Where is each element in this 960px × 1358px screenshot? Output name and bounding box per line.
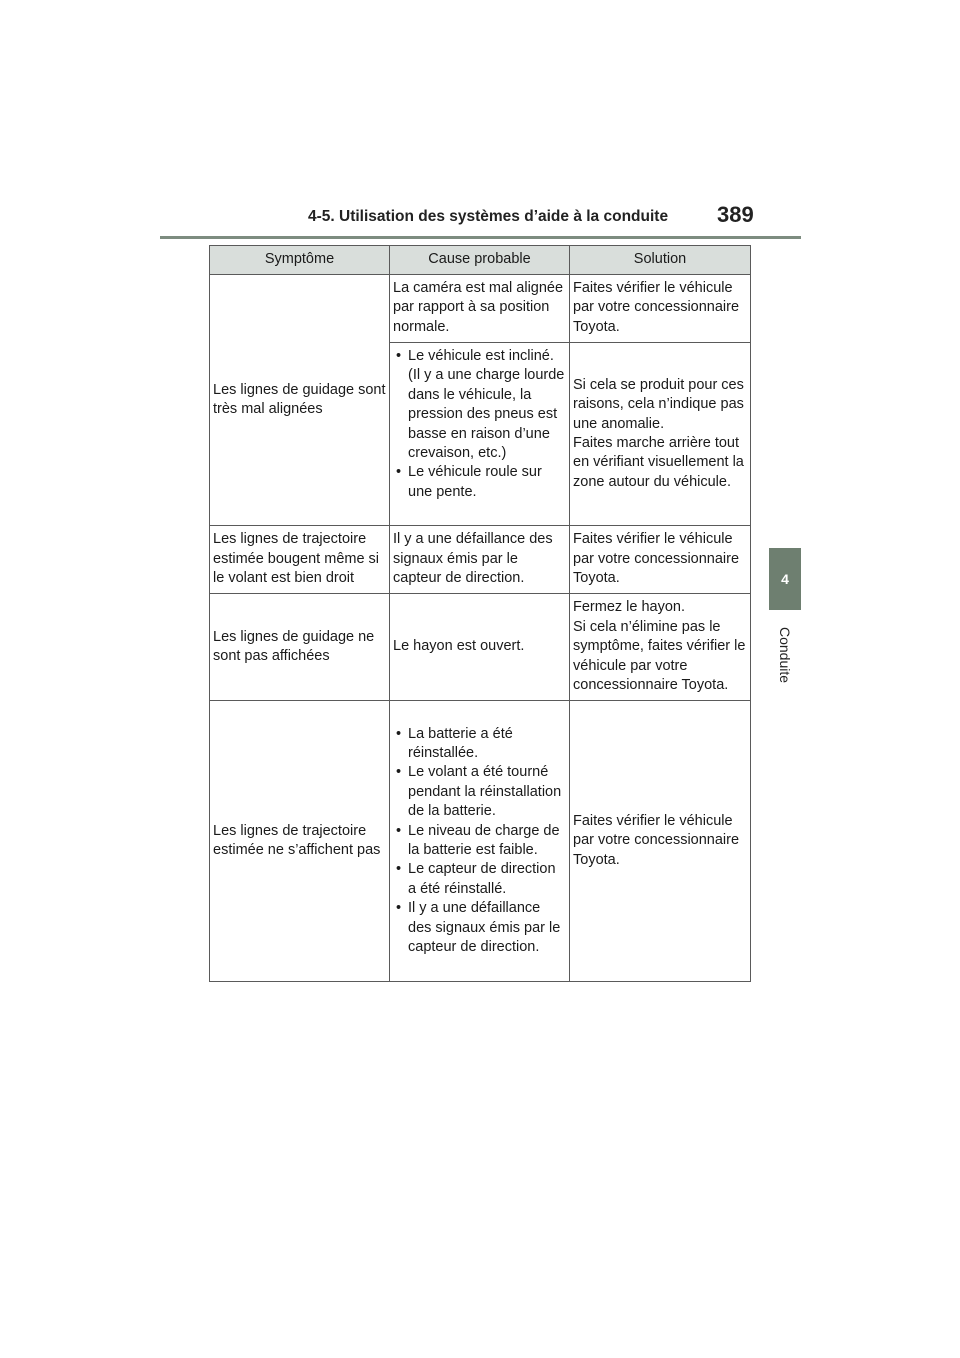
cause-cell: La caméra est mal alignée par rapport à sa position normale. xyxy=(390,275,570,343)
cause-list-item: • Le niveau de charge de la batterie est faible. xyxy=(393,822,566,861)
solution-text: Fermez le hayon. xyxy=(573,599,686,616)
chapter-label-container xyxy=(773,620,797,690)
section-title: 4-5. Utilisation des systèmes d’aide à la conduite xyxy=(308,208,669,225)
symptom-cell: Les lignes de guidage sont très mal alignées xyxy=(210,275,390,526)
column-header-cause: Cause probable xyxy=(390,246,570,275)
table-row xyxy=(210,526,751,594)
chapter-number: 4 xyxy=(781,571,789,587)
solution-text: Si cela n’élimine pas le symptôme, faites vérifier le véhicule par votre concessionnaire Toyota. xyxy=(573,618,746,694)
solution-cell xyxy=(570,343,751,526)
cause-list-item: • Le véhicule roule sur une pente. xyxy=(393,463,566,502)
cause-cell xyxy=(390,701,570,982)
page-number: 389 xyxy=(717,202,754,227)
solution-cell: Faites vérifier le véhicule par votre concessionnaire Toyota. xyxy=(570,526,751,594)
symptom-cell: Les lignes de guidage ne sont pas affichées xyxy=(210,594,390,701)
chapter-label: Conduite xyxy=(777,626,794,684)
cause-list xyxy=(393,347,566,502)
cause-list-item: • Le véhicule est incliné. (Il y a une charge lourde dans le véhicule, la pression des pneus est basse en raison d’une crevaison, etc.) xyxy=(393,347,566,463)
table-row xyxy=(210,275,751,343)
cause-list-item: • Il y a une défaillance des signaux émis par le capteur de direction. xyxy=(393,899,566,957)
solution-text: Si cela se produit pour ces raisons, cela n’indique pas une anomalie. xyxy=(573,376,744,432)
symptom-cell: Les lignes de trajectoire estimée ne s’affichent pas xyxy=(210,701,390,982)
symptom-cell: Les lignes de trajectoire estimée bougent même si le volant est bien droit xyxy=(210,526,390,594)
cause-cell: Il y a une défaillance des signaux émis par le capteur de direction. xyxy=(390,526,570,594)
page-header xyxy=(160,200,801,239)
cause-list-item: • Le capteur de direction a été réinstallé. xyxy=(393,860,566,899)
table-row xyxy=(210,594,751,701)
chapter-tab xyxy=(769,548,801,610)
table-row xyxy=(210,701,751,982)
column-header-solution: Solution xyxy=(570,246,751,275)
troubleshooting-table xyxy=(209,245,751,982)
solution-cell xyxy=(570,594,751,701)
solution-text: Faites marche arrière tout en vérifiant visuellement la zone autour du véhicule. xyxy=(573,435,744,490)
cause-list-item: • La batterie a été réinstallée. xyxy=(393,725,566,764)
cause-list xyxy=(393,725,566,958)
cause-list-item: • Le volant a été tourné pendant la réinstallation de la batterie. xyxy=(393,763,566,821)
column-header-symptom: Symptôme xyxy=(210,246,390,275)
cause-cell xyxy=(390,343,570,526)
cause-cell: Le hayon est ouvert. xyxy=(390,594,570,701)
solution-cell: Faites vérifier le véhicule par votre concessionnaire Toyota. xyxy=(570,275,751,343)
table-header-row xyxy=(210,246,751,275)
solution-cell: Faites vérifier le véhicule par votre concessionnaire Toyota. xyxy=(570,701,751,982)
